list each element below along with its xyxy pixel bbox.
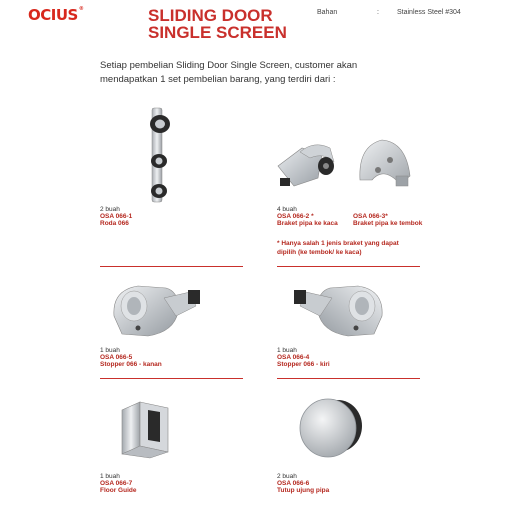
item-5-code: OSA 066-4 [277,354,310,361]
intro-line-1: Setiap pembelian Sliding Door Single Screen, customer akan [100,60,358,71]
stopper-left-icon [284,276,392,348]
brand-logo: OCIUS® [28,6,84,24]
item-1-qty: 2 buah [100,206,120,213]
item-7-qty: 2 buah [277,473,297,480]
item-2-qty: 4 buah [277,206,297,213]
intro-line-2: mendapatkan 1 set pembelian barang, yang terdiri dari : [100,74,336,85]
intro-text [100,59,420,87]
spec-separator: : [377,9,379,16]
item-6-qty: 1 buah [100,473,120,480]
divider-right-1 [277,266,420,267]
bracket-note-line-2: dipilih (ke tembok/ ke kaca) [277,249,362,256]
stopper-right-icon [104,276,212,348]
item-3-code: OSA 066-3* [353,213,388,220]
item-7-code: OSA 066-6 [277,480,310,487]
item-6-name: Floor Guide [100,487,137,494]
title-line-1: SLIDING DOOR [148,6,273,25]
divider-left-2 [100,378,243,379]
title-line-2: SINGLE SCREEN [148,23,287,42]
item-5-qty: 1 buah [277,347,297,354]
item-3-name: Braket pipa ke tembok [353,220,423,227]
item-2-name: Braket pipa ke kaca [277,220,338,227]
page-title [148,7,287,41]
item-1-name: Roda 066 [100,220,129,227]
bracket-wall-icon [354,136,414,192]
item-5-name: Stopper 066 - kiri [277,361,330,368]
item-2-code: OSA 066-2 * [277,213,314,220]
item-4-name: Stopper 066 - kanan [100,361,162,368]
bracket-note-line-1: * Hanya salah 1 jenis braket yang dapat [277,240,399,247]
spec-label: Bahan [317,9,338,16]
floor-guide-icon [118,396,178,460]
item-4-qty: 1 buah [100,347,120,354]
item-1-code: OSA 066-1 [100,213,133,220]
spec-value: Stainless Steel #304 [397,9,461,16]
item-4-code: OSA 066-5 [100,354,133,361]
bracket-glass-icon [274,138,354,190]
item-7-name: Tutup ujung pipa [277,487,330,494]
divider-left-1 [100,266,243,267]
roller-wheel-icon [138,106,182,206]
divider-right-2 [277,378,420,379]
end-cap-icon [296,396,366,460]
item-6-code: OSA 066-7 [100,480,133,487]
